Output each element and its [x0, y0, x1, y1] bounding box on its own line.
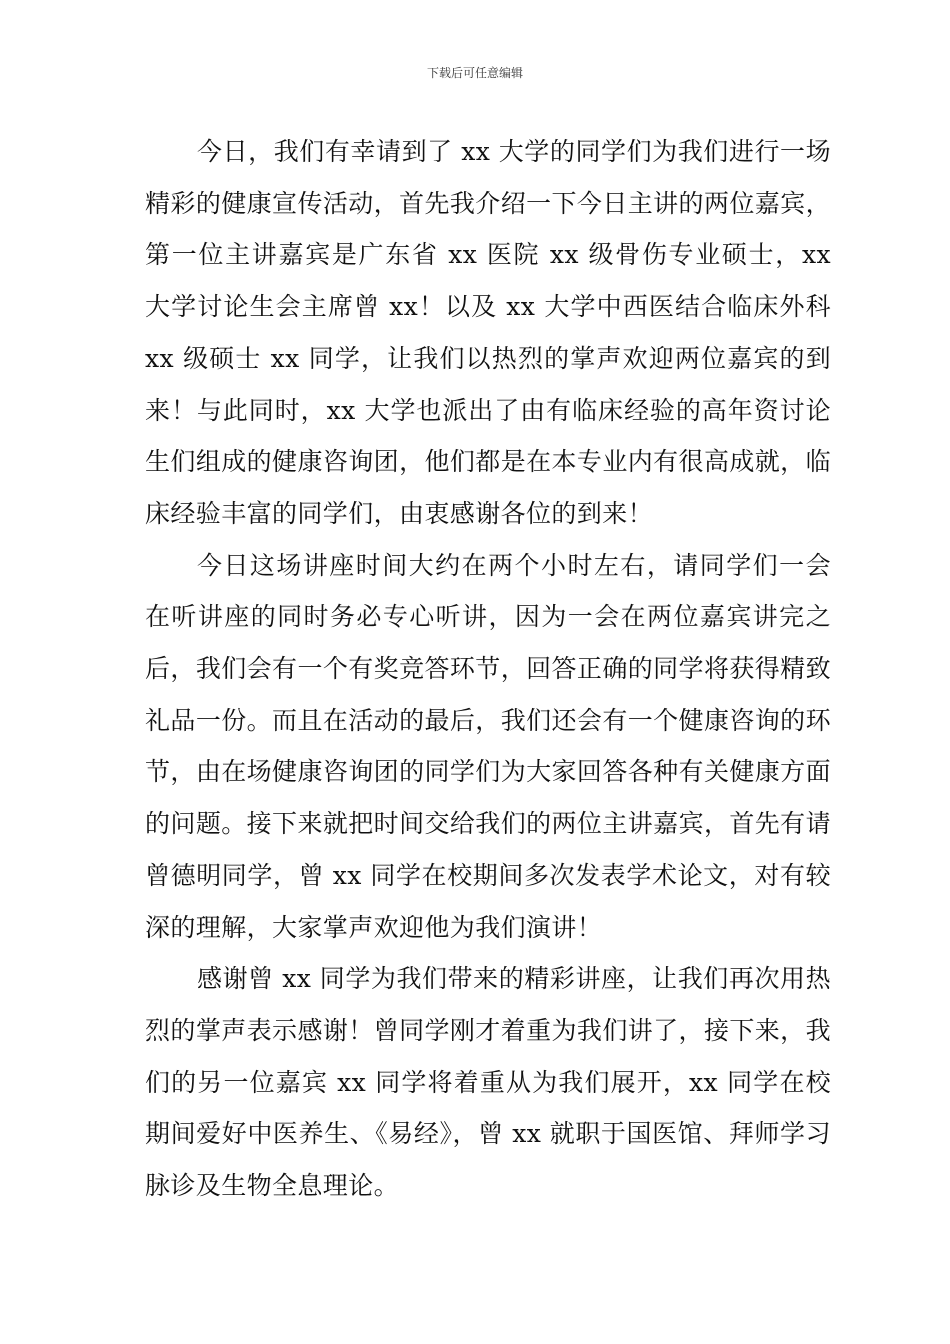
document-body — [145, 126, 831, 1212]
paragraph-1: 今日，我们有幸请到了 xx 大学的同学们为我们进行一场精彩的健康宣传活动，首先我介绍一下今日主讲的两位嘉宾，第一位主讲嘉宾是广东省 xx 医院 xx 级骨伤专业硕士，xx 大学讨论生会主席曾 xx！以及 xx 大学中西医结合临床外科 xx 级硕士 xx 同学，让我们以热烈的掌声欢迎两位嘉宾的到来！与此同时，xx 大学也派出了由有临床经验的高年资讨论生们组成的健康咨询团，他们都是在本专业内有很高成就，临床经验丰富的同学们，由衷感谢各位的到来！ — [145, 137, 831, 528]
paragraph-2: 今日这场讲座时间大约在两个小时左右，请同学们一会在听讲座的同时务必专心听讲，因为一会在两位嘉宾讲完之后，我们会有一个有奖竞答环节，回答正确的同学将获得精致礼品一份。而且在活动的最后，我们还会有一个健康咨询的环节，由在场健康咨询团的同学们为大家回答各种有关健康方面的问题。接下来就把时间交给我们的两位主讲嘉宾，首先有请曾德明同学，曾 xx 同学在校期间多次发表学术论文，对有较深的理解，大家掌声欢迎他为我们演讲！ — [145, 550, 831, 942]
paragraph-3: 感谢曾 xx 同学为我们带来的精彩讲座，让我们再次用热烈的掌声表示感谢！曾同学刚才着重为我们讲了，接下来，我们的另一位嘉宾 xx 同学将着重从为我们展开，xx 同学在校期间爱好中医养生、《易经》，曾 xx 就职于国医馆、拜师学习脉诊及生物全息理论。 — [145, 964, 831, 1201]
page-header: 下载后可任意编辑 — [426, 66, 523, 80]
